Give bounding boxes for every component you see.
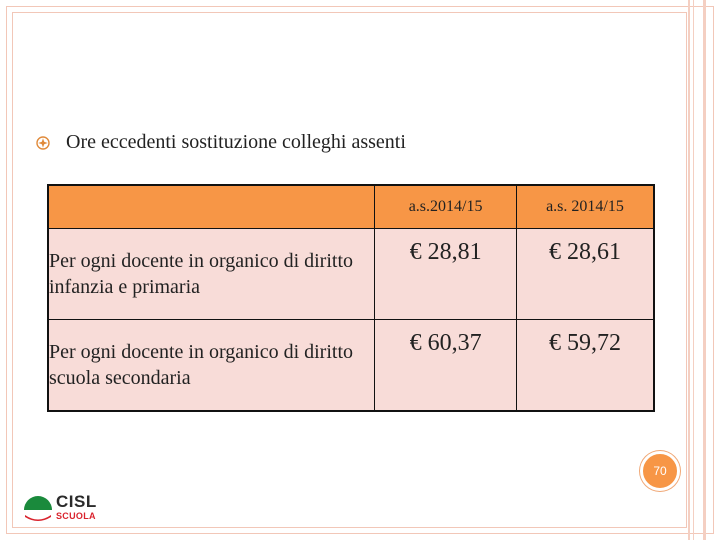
cisl-emblem-icon <box>22 490 54 524</box>
bullet-point <box>36 131 406 154</box>
logo-subtitle: SCUOLA <box>56 511 96 521</box>
logo-name: CISL <box>56 492 97 511</box>
row-label: Per ogni docente in organico di diritto infanzia e primaria <box>48 229 375 320</box>
table-header-cell: a.s. 2014/15 <box>516 185 654 229</box>
table-header-cell: a.s.2014/15 <box>375 185 517 229</box>
decorative-stripe <box>688 0 690 540</box>
value-cell: € 28,61 <box>516 229 654 320</box>
diamond-bullet-icon <box>36 136 50 150</box>
decorative-stripe <box>703 0 706 540</box>
value-cell: € 28,81 <box>375 229 517 320</box>
value-cell: € 59,72 <box>516 320 654 412</box>
cisl-logo <box>22 490 112 526</box>
table-row <box>48 320 654 412</box>
page-number-badge: 70 <box>640 451 680 491</box>
decorative-stripe <box>693 0 694 540</box>
table-header-cell <box>48 185 375 229</box>
bullet-text: Ore eccedenti sostituzione colleghi assenti <box>66 131 406 153</box>
row-label: Per ogni docente in organico di diritto scuola secondaria <box>48 320 375 412</box>
table-header-row <box>48 185 654 229</box>
value-cell: € 60,37 <box>375 320 517 412</box>
table-row <box>48 229 654 320</box>
fees-table <box>47 184 655 412</box>
